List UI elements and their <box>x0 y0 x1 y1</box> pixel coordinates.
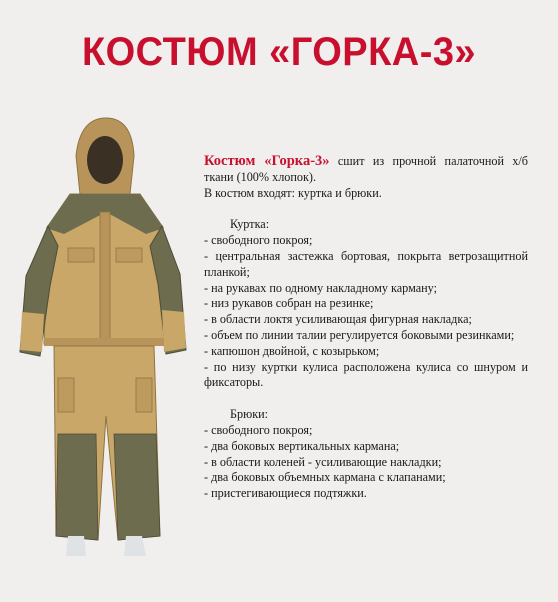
list-item: - объем по линии талии регулируется боковыми резинками; <box>204 327 515 342</box>
list-item: - свободного покроя; <box>204 422 313 437</box>
suit-photo <box>14 116 194 562</box>
intro-name: Костюм «Горка-3» <box>204 153 330 169</box>
list-item: - на рукавах по одному накладному карману; <box>204 280 437 295</box>
list-item: - два боковых объемных кармана с клапанами; <box>204 470 446 485</box>
intro-text: сшит из прочной палаточной х/б ткани (100% хлопок). <box>204 154 528 184</box>
intro-includes: В костюм входят: куртка и брюки. <box>204 185 382 200</box>
jacket-heading: Куртка: <box>230 217 270 232</box>
suit-illustration <box>14 116 194 562</box>
page-title: КОСТЮМ «ГОРКА-3» <box>81 30 477 74</box>
list-item: - капюшон двойной, с козырьком; <box>204 343 380 358</box>
list-item: - центральная застежка бортовая, покрыта ветрозащитной планкой; <box>204 248 528 279</box>
list-item: - низ рукавов собран на резинке; <box>204 296 374 311</box>
list-item: - свободного покроя; <box>204 233 313 248</box>
description <box>204 154 528 502</box>
list-item: - в области локтя усиливающая фигурная накладка; <box>204 312 472 327</box>
list-item: - два боковых вертикальных кармана; <box>204 438 400 453</box>
list-item: - пристегивающиеся подтяжки. <box>204 486 367 501</box>
list-item: - в области коленей - усиливающие накладки; <box>204 454 442 469</box>
list-item: - по низу куртки кулиса расположена кулиса со шнуром и фиксаторы. <box>204 359 528 390</box>
trousers-heading: Брюки: <box>230 407 269 422</box>
intro-paragraph <box>204 154 528 186</box>
